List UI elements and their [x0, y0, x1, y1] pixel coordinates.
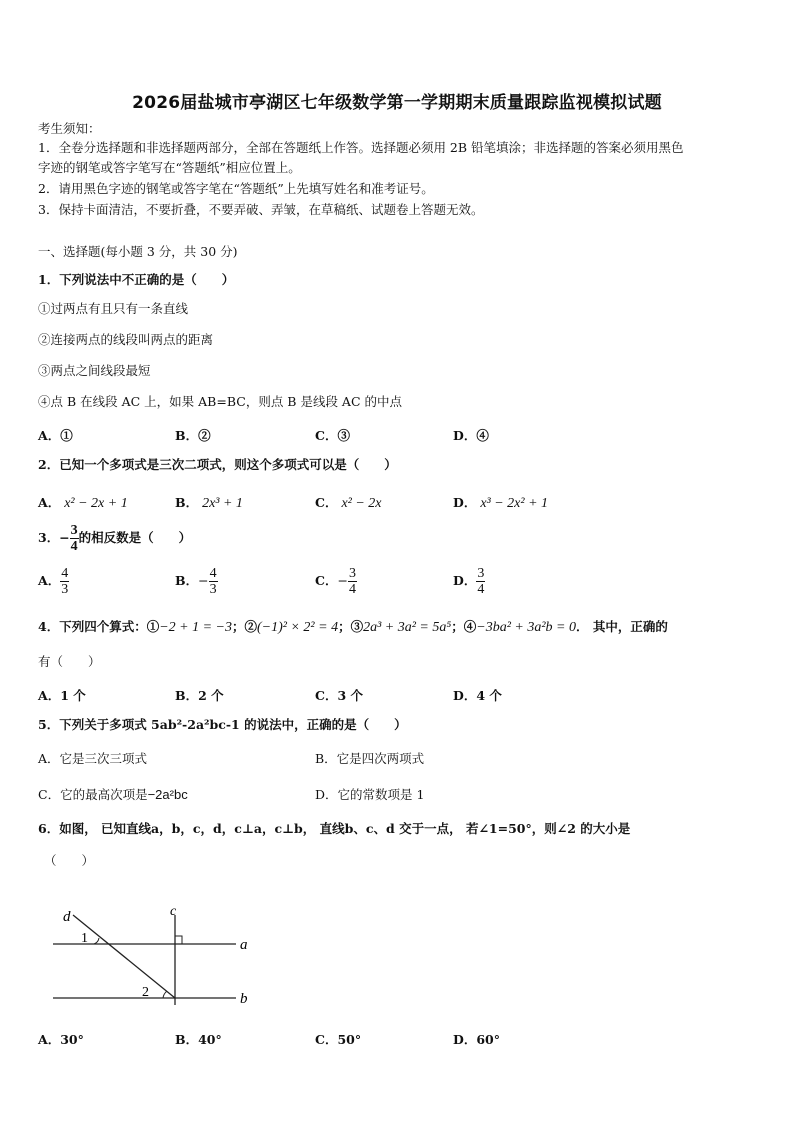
q4-stem-start: 4．下列四个算式：①	[38, 619, 160, 634]
q2-option-c[interactable]	[315, 493, 382, 512]
q1-option-b[interactable]: B．②	[175, 428, 211, 443]
notice-item-1-line-2: 字迹的钢笔或答字笔写在“答题纸”相应位置上。	[38, 160, 301, 175]
q6-option-d[interactable]: D．60°	[453, 1032, 500, 1047]
q5-option-b[interactable]: B．它是四次两项式	[315, 751, 425, 766]
q2-option-b[interactable]	[175, 493, 243, 512]
q4-stem-line-2: 有（ ）	[38, 654, 101, 669]
q3-option-d-num: 3	[477, 566, 485, 581]
q2-option-c-expr: x² − 2x	[341, 496, 382, 511]
q5-option-a[interactable]: A．它是三次三项式	[38, 751, 148, 766]
q3-fraction	[70, 523, 79, 554]
q2-option-d[interactable]	[453, 493, 548, 512]
notice-item-3: 3．保持卡面清洁，不要折叠，不要弄破、弄皱，在草稿纸、试题卷上答题无效。	[38, 202, 484, 217]
q2-option-c-label: C．	[315, 495, 338, 510]
q3-prefix: 3．−	[38, 530, 70, 545]
q1-statement-4: ④点 B 在线段 AC 上，如果 AB=BC，则点 B 是线段 AC 的中点	[38, 394, 402, 409]
q2-option-a[interactable]	[38, 493, 128, 512]
q3-stem	[38, 523, 191, 554]
q3-option-d-fraction	[476, 566, 485, 597]
q3-option-c-label: C．	[315, 573, 338, 588]
q3-numerator: 3	[70, 523, 78, 538]
q6-option-c[interactable]: C．50°	[315, 1032, 362, 1047]
q4-expr-1: −2 + 1 = −3	[159, 620, 232, 635]
q4-expr-2: (−1)² × 2² = 4	[257, 620, 339, 635]
q4-option-c[interactable]: C．3 个	[315, 688, 363, 703]
q3-option-b-label: B．	[175, 573, 199, 588]
q2-stem: 2．已知一个多项式是三次二项式，则这个多项式可以是（ ）	[38, 457, 397, 472]
q3-option-b-num: 4	[209, 566, 217, 581]
q4-expr-3: 2a³ + 3a² = 5a⁵	[363, 620, 452, 635]
q4-stem	[38, 618, 668, 637]
q3-option-a-num: 4	[61, 566, 69, 581]
q4-option-a[interactable]: A．1 个	[38, 688, 86, 703]
q2-option-b-label: B．	[175, 495, 199, 510]
q3-option-d-label: D．	[453, 573, 477, 588]
q1-option-a[interactable]: A．①	[38, 428, 73, 443]
label-angle-2: 2	[142, 985, 149, 1000]
q3-option-a-label: A．	[38, 573, 61, 588]
q5-option-c[interactable]	[38, 785, 188, 803]
q4-stem-end: ． 其中，正确的	[576, 619, 668, 634]
q1-statement-1: ①过两点有且只有一条直线	[38, 301, 189, 316]
q2-option-b-expr: 2x³ + 1	[202, 496, 243, 511]
section-heading: 一、选择题(每小题 3 分，共 30 分)	[38, 244, 238, 259]
label-d: d	[63, 909, 71, 925]
label-b: b	[240, 991, 248, 1007]
q3-option-c-fraction	[348, 566, 357, 597]
q3-option-b-den: 3	[209, 582, 217, 597]
q1-statement-2: ②连接两点的线段叫两点的距离	[38, 332, 214, 347]
q4-sep-3: ；④	[451, 619, 477, 634]
q3-option-c[interactable]	[315, 566, 357, 597]
q3-option-b-sign: −	[198, 573, 209, 588]
label-angle-1: 1	[81, 931, 88, 946]
q3-suffix: 的相反数是（ ）	[78, 530, 192, 545]
q4-option-b[interactable]: B．2 个	[175, 688, 224, 703]
q4-sep-2: ；③	[338, 619, 364, 634]
q2-option-a-label: A．	[38, 495, 61, 510]
q3-option-b-fraction	[209, 566, 218, 597]
q3-denominator: 4	[70, 539, 78, 554]
q6-stem: 6．如图， 已知直线a，b，c，d，c⊥a，c⊥b， 直线b、c、d 交于一点， 若∠1=50°，则∠2 的大小是	[38, 821, 631, 836]
notice-item-1-line-1: 1．全卷分选择题和非选择题两部分，全部在答题纸上作答。选择题必须用 2B 铅笔填涂；非选择题的答案必须用黑色	[38, 140, 684, 155]
q3-option-b[interactable]	[175, 566, 218, 597]
notice-heading: 考生须知：	[38, 121, 101, 136]
right-angle-mark	[175, 936, 182, 944]
q5-option-d[interactable]: D．它的常数项是 1	[315, 787, 425, 802]
q3-option-a-den: 3	[61, 582, 69, 597]
q3-option-c-num: 3	[348, 566, 356, 581]
q5-stem: 5．下列关于多项式 5ab²-2a²bc-1 的说法中，正确的是（ ）	[38, 717, 407, 732]
q1-option-d[interactable]: D．④	[453, 428, 489, 443]
q5-option-c-expr: −2a²bc	[147, 787, 188, 802]
q3-option-c-den: 4	[348, 582, 356, 597]
q3-option-d-den: 4	[477, 582, 485, 597]
q6-option-a[interactable]: A．30°	[38, 1032, 84, 1047]
q6-option-b[interactable]: B．40°	[175, 1032, 222, 1047]
notice-item-2: 2．请用黑色字迹的钢笔或答字笔在“答题纸”上先填写姓名和准考证号。	[38, 181, 434, 196]
q2-option-d-expr: x³ − 2x² + 1	[480, 496, 549, 511]
q2-option-a-expr: x² − 2x + 1	[64, 496, 128, 511]
q2-option-d-label: D．	[453, 495, 477, 510]
q1-stem: 1．下列说法中不正确的是（ ）	[38, 272, 235, 287]
label-a: a	[240, 937, 248, 953]
page-title: 2026届盐城市亭湖区七年级数学第一学期期末质量跟踪监视模拟试题	[132, 93, 662, 113]
q4-sep-1: ；②	[232, 619, 258, 634]
line-d	[73, 915, 175, 998]
angle-1-arc	[94, 938, 99, 944]
label-c: c	[170, 905, 177, 919]
q1-option-c[interactable]: C．③	[315, 428, 350, 443]
q3-option-a[interactable]	[38, 566, 69, 597]
q5-option-c-text: C．它的最高次项是	[38, 787, 148, 802]
angle-2-arc	[163, 991, 167, 998]
q4-option-d[interactable]: D．4 个	[453, 688, 502, 703]
q6-figure	[50, 905, 265, 1010]
q1-statement-3: ③两点之间线段最短	[38, 363, 151, 378]
q6-stem-line-2: （ ）	[44, 853, 95, 868]
q3-option-c-sign: −	[337, 573, 348, 588]
q3-option-a-fraction	[60, 566, 69, 597]
q3-option-d[interactable]	[453, 566, 485, 597]
q4-expr-4: −3ba² + 3a²b = 0	[476, 620, 577, 635]
